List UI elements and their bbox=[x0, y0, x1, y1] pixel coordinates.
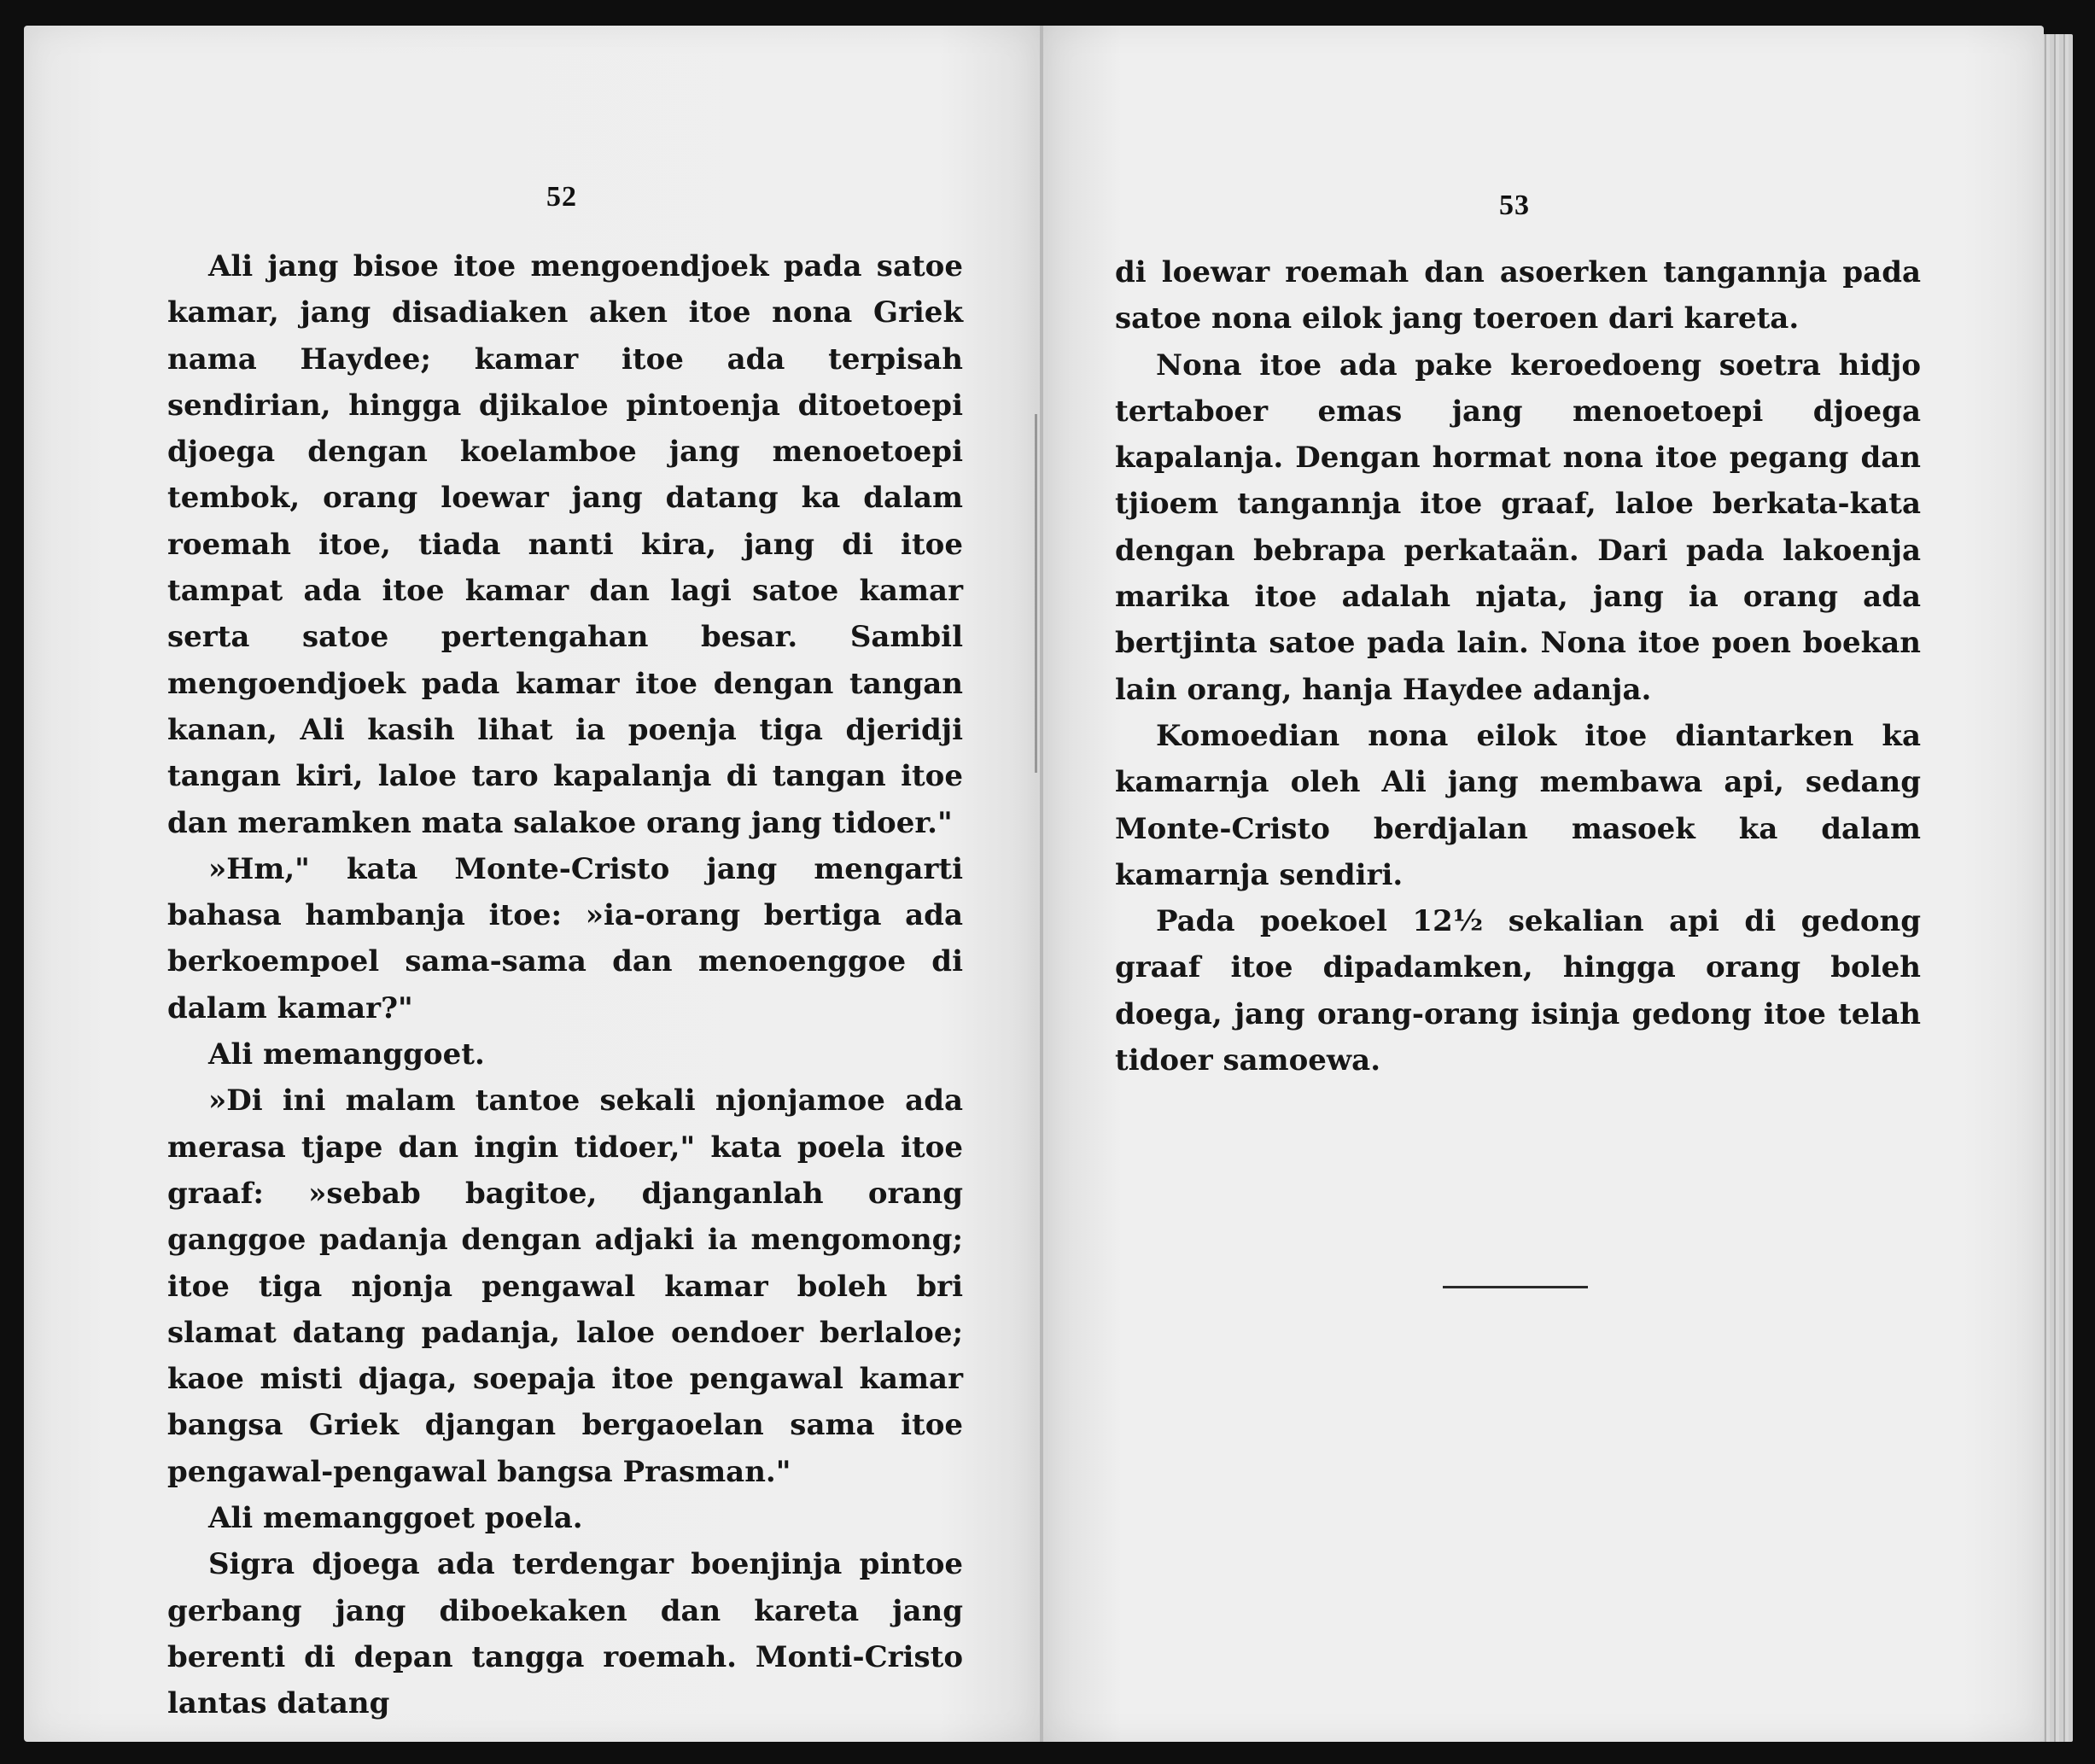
section-end-rule bbox=[1443, 1286, 1588, 1288]
paragraph: »Hm," kata Monte-Cristo jang mengarti bahasa hambanja itoe: »ia-orang bertiga ada berkoempoel sama-sama dan menoenggoe di dalam kamar?" bbox=[167, 851, 963, 1025]
book-gutter bbox=[1040, 26, 1043, 1742]
paragraph: di loewar roemah dan asoerken tangannja pada satoe nona eilok jang toeroen dari kareta. bbox=[1115, 255, 1921, 336]
paragraph: »Di ini malam tantoe sekali njonjamoe ada merasa tjape dan ingin tidoer," kata poela itoe graaf: »sebab bagitoe, djanganlah orang ganggoe padanja dengan adjaki ia mengomong; itoe tiga njonja pengawal kamar boleh bri slamat datang padanja, laloe oendoer berlaloe; kaoe misti djaga, soepaja itoe pengawal kamar bangsa Griek djangan bergaoelan sama itoe pengawal-pengawal bangsa Prasman." bbox=[167, 1084, 963, 1489]
paragraph: Ali memanggoet poela. bbox=[208, 1501, 583, 1536]
right-page-body bbox=[1115, 249, 1921, 1084]
right-page-number: 53 bbox=[1499, 190, 1530, 221]
page-edges bbox=[2040, 34, 2073, 1742]
paragraph: Sigra djoega ada terdengar boenjinja pintoe gerbang jang diboekaken dan kareta jang berenti di depan tangga roemah. Monti-Cristo lantas datang bbox=[167, 1547, 963, 1721]
left-page-number: 52 bbox=[546, 181, 577, 213]
gutter-shadow bbox=[1035, 414, 1037, 773]
paragraph: Ali memanggoet. bbox=[208, 1037, 485, 1072]
paragraph: Nona itoe ada pake keroedoeng soetra hidjo tertaboer emas jang menoetoepi djoega kapalanja. Dengan hormat nona itoe pegang dan tjioem tangannja itoe graaf, laloe berkata-kata dengan bebrapa perkataän. Dari pada lakoenja marika itoe adalah njata, jang ia orang ada bertjinta satoe pada lain. Nona itoe poen boekan lain orang, hanja Haydee adanja. bbox=[1115, 348, 1921, 707]
left-page-body bbox=[167, 243, 963, 1727]
paragraph: Komoedian nona eilok itoe diantarken ka kamarnja oleh Ali jang membawa api, sedang Monte-Cristo berdjalan masoek ka dalam kamarnja sendiri. bbox=[1115, 718, 1921, 892]
paragraph: Ali jang bisoe itoe mengoendjoek pada satoe kamar, jang disadiaken aken itoe nona Griek nama Haydee; kamar itoe ada terpisah sendirian, hingga djikaloe pintoenja ditoetoepi djoega dengan koelamboe jang menoetoepi tembok, orang loewar jang datang ka dalam roemah itoe, tiada nanti kira, jang di itoe tampat ada itoe kamar dan lagi satoe kamar serta satoe pertengahan besar. Sambil mengoendjoek pada kamar itoe dengan tangan kanan, Ali kasih lihat ia poenja tiga djeridji tangan kiri, laloe taro kapalanja di tangan itoe dan meramken mata salakoe orang jang tidoer." bbox=[167, 249, 963, 840]
paragraph: Pada poekoel 12½ sekalian api di gedong graaf itoe dipadamken, hingga orang boleh doega, jang orang-orang isinja gedong itoe telah tidoer samoewa. bbox=[1115, 904, 1921, 1078]
